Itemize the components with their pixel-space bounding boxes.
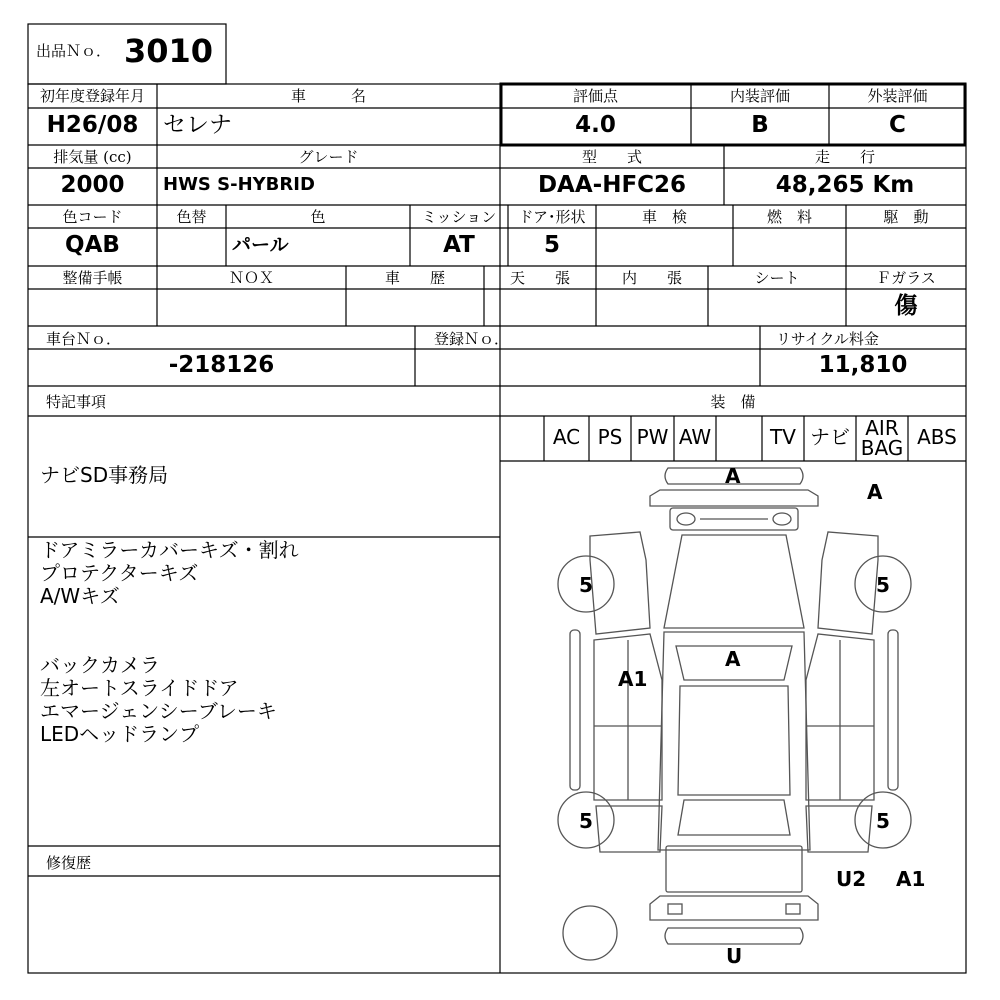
- seat-label: シート: [754, 269, 800, 287]
- note-line: LEDヘッドランプ: [40, 722, 200, 746]
- model-label: 型 式: [581, 148, 642, 166]
- door-label: ドア･形状: [518, 208, 586, 226]
- grade-label: グレード: [298, 148, 359, 166]
- mark-tire-rear-right: 5: [876, 809, 890, 833]
- score-label: 評価点: [572, 87, 618, 105]
- color-value: パール: [232, 234, 289, 256]
- roof-label: 天 張: [509, 269, 570, 287]
- displacement-value: 2000: [60, 172, 125, 198]
- recycle-value: 11,810: [818, 352, 908, 378]
- car-name-value: セレナ: [163, 112, 232, 138]
- mark-rear-u2: U2: [836, 867, 867, 891]
- history-label: 車 歴: [384, 269, 445, 287]
- mark-front-bumper: A: [725, 464, 741, 488]
- note-line: A/Wキズ: [40, 584, 120, 608]
- equip-aw: AW: [678, 425, 712, 449]
- maintenance-label: 整備手帳: [62, 269, 123, 287]
- equip-ac: AC: [552, 425, 581, 449]
- equip-navi: ナビ: [810, 425, 850, 449]
- mileage-label: 走 行: [814, 148, 875, 166]
- f-glass-label: Ｆガラス: [876, 269, 936, 287]
- mark-tire-front-left: 5: [579, 573, 593, 597]
- note-line: 左オートスライドドア: [40, 676, 239, 700]
- exterior-value: C: [889, 112, 906, 138]
- f-glass-value: 傷: [894, 293, 918, 319]
- recycle-label: リサイクル料金: [776, 330, 879, 348]
- fuel-label: 燃 料: [766, 208, 812, 226]
- reg-year-value: H26/08: [46, 112, 139, 138]
- repair-title: 修復歴: [46, 854, 92, 872]
- mark-tire-front-right: 5: [876, 573, 890, 597]
- interior-lining-label: 内 張: [621, 269, 682, 287]
- mark-rear-a1: A1: [896, 867, 926, 891]
- reg-year-label: 初年度登録年月: [39, 87, 145, 105]
- equip-tv: TV: [770, 425, 796, 449]
- equipment-title: 装 備: [710, 393, 756, 411]
- registration-label: 登録Ｎｏ．: [434, 330, 510, 348]
- grade-value: HWS S-HYBRID: [163, 174, 315, 195]
- color-code-label: 色コード: [62, 208, 123, 226]
- color-code-value: QAB: [65, 232, 120, 258]
- score-value: 4.0: [575, 112, 616, 138]
- lot-number: 3010: [124, 32, 214, 70]
- lot-label: 出品Ｎｏ．: [36, 42, 112, 60]
- car-name-label: 車 名: [290, 87, 366, 105]
- displacement-label: 排気量 (cc): [53, 148, 132, 166]
- model-value: DAA-HFC26: [537, 172, 687, 198]
- inspection-label: 車 検: [641, 208, 687, 226]
- interior-value: B: [751, 112, 769, 138]
- note-line: プロテクターキズ: [40, 561, 199, 585]
- exterior-label: 外装評価: [867, 87, 928, 105]
- note-feature-list: [40, 654, 277, 746]
- note-damage-list: [40, 539, 299, 608]
- mission-value: AT: [443, 232, 475, 258]
- chassis-value: -218126: [168, 352, 275, 378]
- mark-left-side: A1: [618, 667, 648, 691]
- nox-label: ＮＯＸ: [228, 269, 274, 287]
- equip-pw: PW: [636, 425, 669, 449]
- mileage-value: 48,265 Km: [775, 172, 915, 198]
- color-label: 色: [310, 208, 326, 226]
- door-value: 5: [543, 232, 560, 258]
- mark-tire-rear-left: 5: [579, 809, 593, 833]
- mark-rear-bumper: U: [726, 944, 743, 968]
- repaint-label: 色替: [176, 208, 207, 226]
- equip-airbag: AIR BAG: [860, 416, 904, 460]
- interior-label: 内装評価: [729, 87, 790, 105]
- mark-front-right: A: [867, 480, 883, 504]
- mark-windshield: A: [725, 647, 741, 671]
- drive-label: 駆 動: [883, 208, 929, 226]
- equip-abs: ABS: [917, 425, 957, 449]
- equip-ps: PS: [597, 425, 623, 449]
- chassis-label: 車台Ｎｏ．: [46, 330, 122, 348]
- mission-label: ミッション: [421, 208, 497, 226]
- note-line: バックカメラ: [40, 653, 160, 677]
- note-line: ドアミラーカバーキズ・割れ: [40, 538, 299, 562]
- note-navi: ナビSD事務局: [40, 463, 169, 487]
- notes-title: 特記事項: [46, 393, 107, 411]
- note-line: エマージェンシーブレーキ: [40, 699, 277, 723]
